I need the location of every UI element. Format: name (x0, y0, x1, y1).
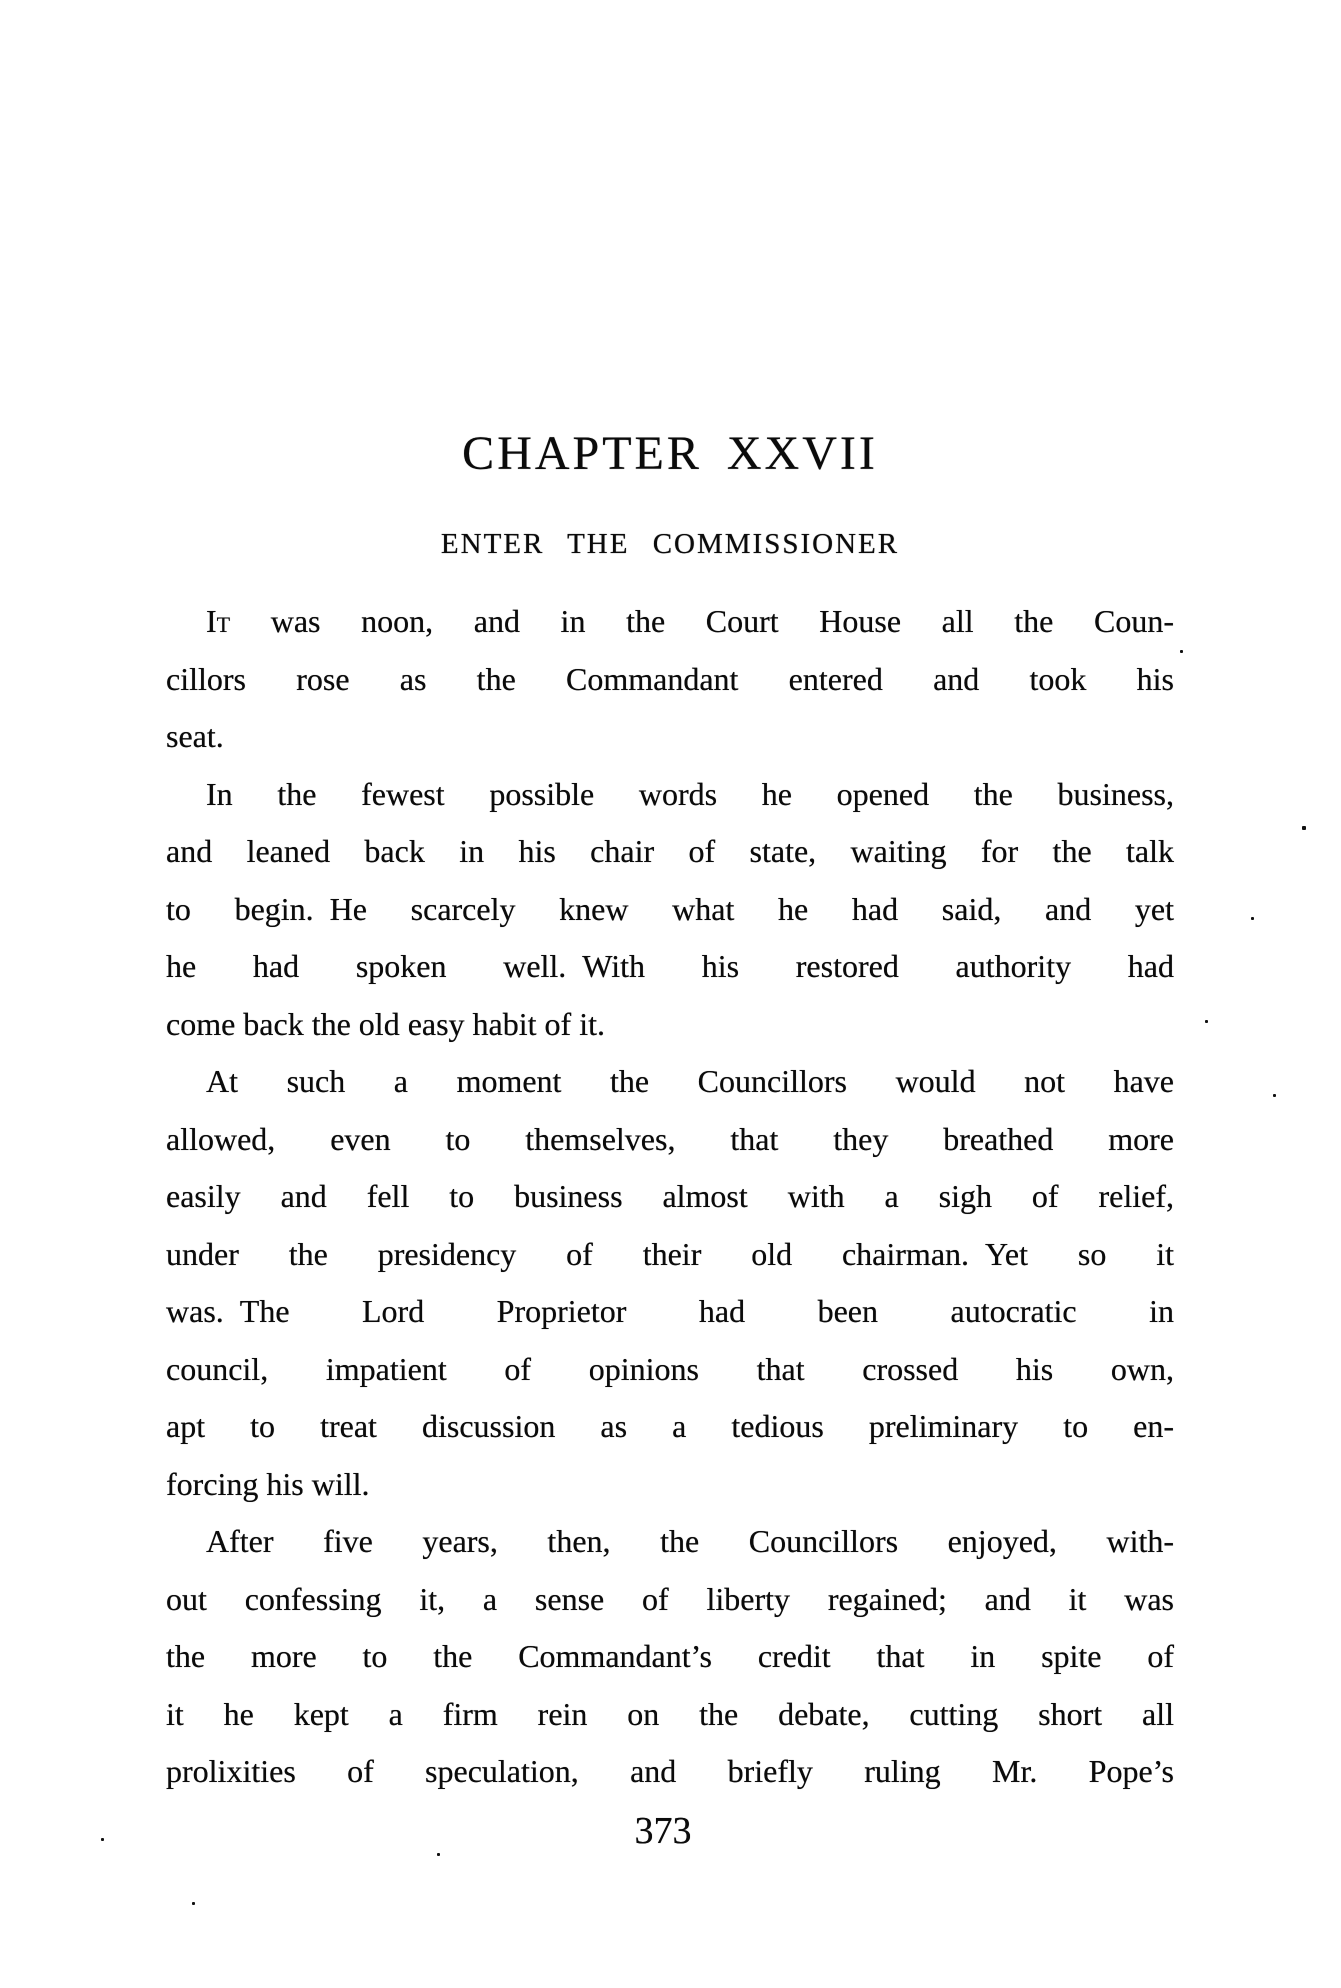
text-line: apt to treat discussion as a tedious preliminary to en- (166, 1408, 1174, 1444)
chapter-heading: CHAPTER XXVII (462, 427, 878, 480)
lead-word-smallcaps: It (206, 603, 231, 639)
page-number: 373 (634, 1810, 692, 1852)
scan-speck (1180, 650, 1183, 653)
text-line: out confessing it, a sense of liberty regained; and it was (166, 1580, 1174, 1617)
text-line: In the fewest possible words he opened the business, (206, 775, 1174, 812)
section-heading: ENTER THE COMMISSIONER (440, 528, 900, 560)
text-line: the more to the Commandant’s credit that in spite of (166, 1638, 1174, 1674)
text-line: allowed, even to themselves, that they breathed more (166, 1120, 1174, 1157)
text-line (166, 593, 1174, 651)
text-line: was. The Lord Proprietor had been autocratic in (166, 1293, 1174, 1329)
text-line-rest: was noon, and in the Court House all the Coun- (230, 603, 1174, 639)
scan-speck (1205, 1020, 1208, 1023)
body-text (166, 593, 1174, 1801)
text-line: seat. (166, 718, 224, 754)
text-line: he had spoken well. With his restored authority had (166, 948, 1174, 984)
text-line: cillors rose as the Commandant entered and took his (166, 660, 1174, 697)
text-line: council, impatient of opinions that crossed his own, (166, 1350, 1174, 1387)
text-line: easily and fell to business almost with a sigh of relief, (166, 1178, 1174, 1214)
text-line: and leaned back in his chair of state, waiting for the talk (166, 833, 1174, 869)
scan-speck (101, 1838, 104, 1841)
text-line: come back the old easy habit of it. (166, 1005, 605, 1042)
text-line: it he kept a firm rein on the debate, cutting short all (166, 1695, 1174, 1732)
text-line: forcing his will. (166, 1465, 370, 1502)
scan-speck (1273, 1094, 1276, 1097)
text-line: After five years, then, the Councillors enjoyed, with- (206, 1523, 1174, 1559)
scan-speck (1251, 917, 1254, 920)
scan-speck (1302, 826, 1306, 830)
scan-speck (437, 1853, 440, 1856)
text-line: At such a moment the Councillors would not have (206, 1063, 1174, 1099)
text-line: to begin. He scarcely knew what he had said, and yet (166, 890, 1174, 927)
scan-speck (192, 1902, 195, 1905)
text-line: under the presidency of their old chairman. Yet so it (166, 1235, 1174, 1272)
text-line: prolixities of speculation, and briefly ruling Mr. Pope’s (166, 1753, 1174, 1789)
